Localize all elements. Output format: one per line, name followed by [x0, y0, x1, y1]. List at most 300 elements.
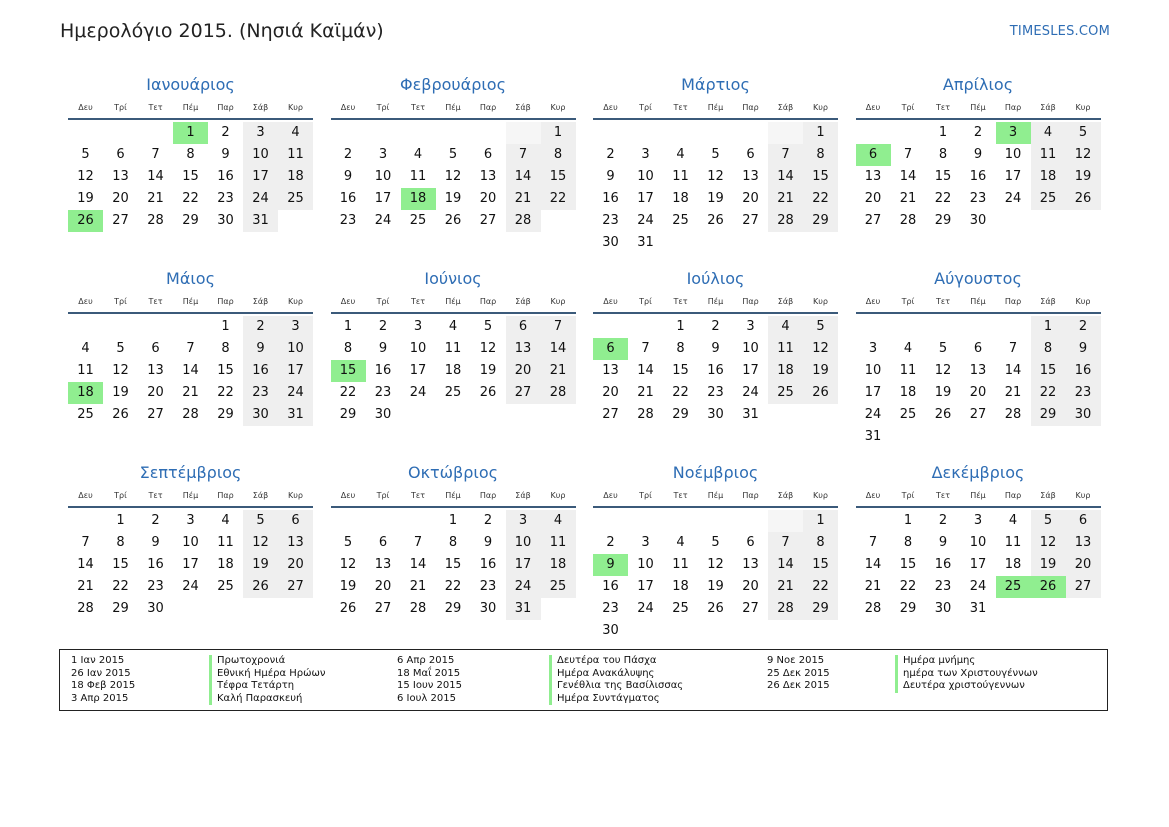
weekday-label: Τρί	[639, 297, 652, 306]
day-cell: 13	[112, 169, 129, 184]
day-cell: 27	[479, 213, 497, 228]
legend-holiday: Πρωτοχρονιά	[209, 655, 325, 668]
day-cell: 14	[409, 557, 427, 572]
day-cell: 17	[182, 557, 199, 572]
day-cell: 14	[182, 363, 199, 378]
day-cell: 15	[934, 169, 952, 184]
weekday-label: Παρ	[742, 297, 759, 306]
weekday-label: Παρ	[217, 491, 234, 500]
day-cell: 9	[711, 341, 720, 356]
month-calendar	[331, 460, 576, 620]
legend-date: 26 Ιαν 2015	[71, 667, 131, 679]
day-cell: 18	[401, 188, 436, 210]
day-cell: 13	[506, 338, 541, 360]
day-cell: 25	[899, 407, 917, 422]
day-cell: 22	[541, 188, 576, 210]
weekday-label: Παρ	[1004, 103, 1022, 112]
day-cell: 19	[1066, 166, 1101, 188]
weekday-label: Κυρ	[288, 491, 303, 500]
legend-date: 6 Ιουλ 2015	[397, 692, 456, 704]
day-cell: 30	[374, 407, 392, 422]
day-cell: 31	[637, 235, 654, 250]
month-name: Μάιος	[166, 269, 215, 288]
weekday-label: Σάβ	[1040, 491, 1056, 500]
weekday-label: Τρί	[376, 103, 390, 112]
day-cell: 25	[672, 213, 689, 228]
month-name: Μάρτιος	[681, 75, 750, 94]
month-name: Ιανουάριος	[146, 75, 235, 94]
day-cell: 18	[68, 382, 103, 404]
empty-cell	[891, 426, 926, 448]
empty-cell	[803, 232, 838, 254]
weekday-label: Σάβ	[1040, 103, 1056, 112]
day-cell: 26	[444, 213, 462, 228]
day-cell: 1	[676, 319, 685, 334]
day-cell: 6	[856, 144, 891, 166]
day-cell: 19	[934, 385, 952, 400]
day-cell: 23	[602, 601, 619, 616]
day-cell: 2	[378, 319, 388, 334]
legend-col1-dates	[71, 655, 135, 705]
day-cell: 13	[864, 169, 882, 184]
day-cell: 23	[339, 213, 357, 228]
day-cell: 10	[1004, 147, 1022, 162]
day-cell: 4	[448, 319, 458, 334]
weekday-label: Κυρ	[550, 297, 566, 306]
day-cell: 9	[483, 535, 493, 550]
day-cell: 3	[278, 316, 313, 338]
day-grid	[856, 122, 1101, 232]
day-cell: 1	[1031, 316, 1066, 338]
weekday-label: Πέμ	[707, 491, 724, 500]
month-calendar	[593, 460, 838, 642]
day-cell: 30	[707, 407, 724, 422]
day-cell: 22	[803, 576, 838, 598]
day-cell: 25	[409, 213, 427, 228]
day-cell: 6	[506, 316, 541, 338]
day-cell: 17	[506, 554, 541, 576]
weekday-label: Σάβ	[515, 491, 531, 500]
day-cell: 2	[938, 513, 948, 528]
empty-cell	[996, 426, 1031, 448]
day-cell: 29	[444, 601, 462, 616]
month-name: Απρίλιος	[942, 75, 1014, 94]
weekday-label: Πέμ	[970, 103, 986, 112]
empty-cell	[926, 426, 961, 448]
day-grid	[68, 510, 313, 620]
weekday-header	[331, 486, 576, 508]
weekday-label: Τρί	[114, 491, 127, 500]
weekday-label: Σάβ	[252, 491, 269, 500]
day-cell: 27	[742, 601, 759, 616]
day-cell: 13	[479, 169, 497, 184]
day-cell: 9	[378, 341, 388, 356]
day-cell: 7	[506, 144, 541, 166]
day-cell: 17	[278, 360, 313, 382]
empty-cell	[173, 316, 208, 338]
day-cell: 26	[803, 382, 838, 404]
day-cell: 4	[221, 513, 230, 528]
empty-cell	[768, 232, 803, 254]
day-cell: 30	[602, 623, 619, 638]
day-cell: 4	[81, 341, 90, 356]
day-cell: 5	[243, 510, 278, 532]
day-cell: 25	[77, 407, 94, 422]
day-cell: 20	[864, 191, 882, 206]
empty-cell	[1066, 210, 1101, 232]
day-cell: 10	[278, 338, 313, 360]
page-title: Ημερολόγιο 2015. (Νησιά Καϊμάν)	[60, 20, 384, 42]
day-cell: 27	[278, 576, 313, 598]
day-cell: 24	[278, 382, 313, 404]
weekday-label: Τρί	[114, 103, 127, 112]
day-cell: 4	[413, 147, 423, 162]
day-cell: 15	[803, 166, 838, 188]
empty-cell	[138, 122, 173, 144]
empty-cell	[1066, 426, 1101, 448]
day-cell: 24	[742, 385, 759, 400]
day-cell: 29	[899, 601, 917, 616]
day-cell: 7	[768, 144, 803, 166]
legend-col2-dates	[397, 655, 462, 705]
day-cell: 3	[868, 341, 878, 356]
day-cell: 12	[112, 363, 129, 378]
weekday-label: Τετ	[935, 297, 951, 306]
day-cell: 6	[483, 147, 493, 162]
day-cell: 3	[413, 319, 423, 334]
weekday-label: Τετ	[410, 103, 426, 112]
weekday-label: Πέμ	[445, 297, 461, 306]
weekday-label: Τρί	[901, 491, 915, 500]
day-cell: 23	[602, 213, 619, 228]
legend-holiday: Ημέρα Συντάγματος	[549, 693, 683, 706]
weekday-label: Κυρ	[813, 297, 828, 306]
weekday-label: Παρ	[1004, 297, 1022, 306]
day-cell: 23	[479, 579, 497, 594]
day-cell: 18	[1031, 166, 1066, 188]
day-cell: 17	[1004, 169, 1022, 184]
day-cell: 4	[278, 122, 313, 144]
day-cell: 17	[637, 579, 654, 594]
day-cell: 1	[541, 122, 576, 144]
empty-cell	[926, 316, 961, 338]
day-cell: 5	[711, 147, 720, 162]
day-cell: 27	[147, 407, 164, 422]
day-cell: 11	[217, 535, 234, 550]
month-name: Αύγουστος	[934, 269, 1022, 288]
day-cell: 2	[243, 316, 278, 338]
weekday-label: Σάβ	[1040, 297, 1056, 306]
weekday-label: Τετ	[148, 491, 163, 500]
site-link[interactable]: TIMESLES.COM	[1009, 24, 1110, 39]
weekday-header	[856, 98, 1101, 120]
day-cell: 14	[1004, 363, 1022, 378]
day-cell: 16	[243, 360, 278, 382]
weekday-label: Σάβ	[252, 297, 269, 306]
legend-date: 9 Νοε 2015	[767, 655, 825, 666]
empty-cell	[471, 122, 506, 144]
day-cell: 6	[1066, 510, 1101, 532]
empty-cell	[628, 316, 663, 338]
day-cell: 24	[864, 407, 882, 422]
weekday-label: Κυρ	[813, 491, 828, 500]
day-cell: 16	[707, 363, 724, 378]
day-cell: 20	[374, 579, 392, 594]
day-cell: 8	[803, 144, 838, 166]
day-cell: 20	[1066, 554, 1101, 576]
empty-cell	[506, 404, 541, 426]
day-cell: 7	[641, 341, 650, 356]
day-cell: 29	[1031, 404, 1066, 426]
day-cell: 7	[186, 341, 195, 356]
day-cell: 7	[541, 316, 576, 338]
day-cell: 12	[707, 169, 724, 184]
day-cell: 17	[742, 363, 759, 378]
day-cell: 18	[672, 191, 689, 206]
holiday-legend	[59, 649, 1108, 711]
day-cell: 28	[768, 210, 803, 232]
day-cell: 2	[606, 147, 615, 162]
day-cell: 8	[186, 147, 195, 162]
day-cell: 20	[742, 191, 759, 206]
day-cell: 5	[81, 147, 90, 162]
day-cell: 18	[672, 579, 689, 594]
weekday-label: Δευ	[865, 297, 881, 306]
legend-date: 18 Μαΐ 2015	[397, 667, 461, 679]
day-cell: 22	[899, 579, 917, 594]
day-cell: 1	[116, 513, 125, 528]
day-cell: 26	[479, 385, 497, 400]
day-cell: 23	[243, 382, 278, 404]
day-cell: 28	[768, 598, 803, 620]
weekday-label: Κυρ	[1075, 103, 1091, 112]
weekday-label: Δευ	[340, 103, 356, 112]
day-cell: 16	[147, 557, 164, 572]
day-cell: 25	[278, 188, 313, 210]
empty-cell	[593, 122, 628, 144]
empty-cell	[768, 620, 803, 642]
empty-cell	[68, 510, 103, 532]
day-cell: 24	[409, 385, 427, 400]
empty-cell	[331, 122, 366, 144]
day-cell: 26	[243, 576, 278, 598]
day-cell: 20	[742, 579, 759, 594]
day-cell: 18	[278, 166, 313, 188]
day-cell: 10	[637, 557, 654, 572]
empty-cell	[103, 122, 138, 144]
day-cell: 22	[934, 191, 952, 206]
day-grid	[68, 122, 313, 232]
weekday-label: Δευ	[340, 297, 356, 306]
day-cell: 14	[637, 363, 654, 378]
day-cell: 15	[112, 557, 129, 572]
day-cell: 26	[934, 407, 952, 422]
day-cell: 17	[243, 166, 278, 188]
legend-holiday: Γενέθλια της Βασίλισσας	[549, 680, 683, 693]
day-cell: 2	[483, 513, 493, 528]
day-cell: 31	[969, 601, 987, 616]
weekday-label: Σάβ	[777, 297, 794, 306]
day-cell: 9	[593, 554, 628, 576]
month-calendar	[68, 460, 313, 620]
month-calendar	[68, 72, 313, 232]
day-cell: 24	[243, 188, 278, 210]
day-cell: 16	[1066, 360, 1101, 382]
legend-date: 18 Φεβ 2015	[71, 680, 136, 692]
weekday-label: Πέμ	[707, 297, 724, 306]
weekday-label: Τρί	[639, 491, 652, 500]
day-cell: 15	[217, 363, 234, 378]
day-cell: 28	[77, 601, 94, 616]
weekday-header	[68, 98, 313, 120]
day-cell: 24	[374, 213, 392, 228]
day-cell: 3	[746, 319, 755, 334]
day-cell: 12	[339, 557, 357, 572]
day-cell: 11	[278, 144, 313, 166]
weekday-label: Σάβ	[515, 297, 531, 306]
day-cell: 7	[868, 535, 878, 550]
empty-cell	[768, 404, 803, 426]
weekday-label: Παρ	[217, 297, 234, 306]
day-cell: 25	[996, 576, 1031, 598]
day-cell: 6	[973, 341, 983, 356]
day-cell: 27	[506, 382, 541, 404]
weekday-label: Τετ	[935, 103, 951, 112]
weekday-label: Παρ	[1004, 491, 1022, 500]
weekday-label: Τρί	[639, 103, 652, 112]
day-cell: 6	[746, 147, 755, 162]
empty-cell	[803, 620, 838, 642]
empty-cell	[733, 510, 768, 532]
day-cell: 3	[378, 147, 388, 162]
legend-col1-names	[209, 655, 325, 705]
day-cell: 30	[147, 601, 164, 616]
weekday-label: Σάβ	[777, 103, 794, 112]
day-cell: 23	[934, 579, 952, 594]
day-cell: 26	[68, 210, 103, 232]
day-cell: 8	[938, 147, 948, 162]
month-name: Νοέμβριος	[672, 463, 759, 482]
day-cell: 28	[899, 213, 917, 228]
empty-cell	[733, 232, 768, 254]
day-cell: 21	[864, 579, 882, 594]
day-cell: 9	[343, 169, 353, 184]
day-cell: 23	[707, 385, 724, 400]
day-cell: 21	[541, 360, 576, 382]
legend-date: 26 Δεκ 2015	[767, 680, 830, 692]
day-cell: 10	[409, 341, 427, 356]
day-cell: 27	[864, 213, 882, 228]
day-cell: 7	[768, 532, 803, 554]
day-cell: 20	[506, 360, 541, 382]
day-cell: 8	[1031, 338, 1066, 360]
weekday-label: Παρ	[742, 491, 759, 500]
day-cell: 3	[641, 147, 650, 162]
weekday-label: Τρί	[376, 297, 390, 306]
day-cell: 8	[676, 341, 685, 356]
day-cell: 2	[973, 125, 983, 140]
day-cell: 20	[479, 191, 497, 206]
empty-cell	[506, 122, 541, 144]
day-cell: 24	[637, 213, 654, 228]
empty-cell	[768, 122, 803, 144]
day-cell: 13	[742, 169, 759, 184]
day-cell: 10	[182, 535, 199, 550]
day-cell: 2	[711, 319, 720, 334]
day-cell: 2	[343, 147, 353, 162]
day-cell: 29	[112, 601, 129, 616]
legend-col3-dates	[767, 655, 830, 693]
day-cell: 21	[409, 579, 427, 594]
day-cell: 30	[934, 601, 952, 616]
day-cell: 7	[151, 147, 160, 162]
day-cell: 21	[768, 576, 803, 598]
day-cell: 22	[1031, 382, 1066, 404]
empty-cell	[996, 598, 1031, 620]
day-cell: 19	[339, 579, 357, 594]
day-cell: 28	[409, 601, 427, 616]
day-cell: 4	[903, 341, 913, 356]
day-cell: 6	[116, 147, 125, 162]
day-cell: 29	[339, 407, 357, 422]
day-cell: 14	[864, 557, 882, 572]
day-grid	[331, 122, 576, 232]
weekday-header	[593, 486, 838, 508]
weekday-label: Σάβ	[252, 103, 269, 112]
day-cell: 1	[173, 122, 208, 144]
day-cell: 29	[803, 210, 838, 232]
day-cell: 9	[243, 338, 278, 360]
day-cell: 2	[151, 513, 160, 528]
day-cell: 7	[413, 535, 423, 550]
empty-cell	[856, 316, 891, 338]
empty-cell	[628, 122, 663, 144]
empty-cell	[541, 404, 576, 426]
weekday-label: Δευ	[78, 491, 93, 500]
month-calendar	[593, 266, 838, 426]
legend-holiday: Ημέρα μνήμης	[895, 655, 1038, 668]
empty-cell	[663, 620, 698, 642]
day-cell: 6	[151, 341, 160, 356]
weekday-label: Κυρ	[1075, 491, 1091, 500]
day-cell: 15	[182, 169, 199, 184]
day-cell: 11	[541, 532, 576, 554]
day-cell: 6	[378, 535, 388, 550]
weekday-label: Σάβ	[777, 491, 794, 500]
day-cell: 25	[541, 576, 576, 598]
weekday-label: Πέμ	[970, 491, 986, 500]
day-cell: 13	[1066, 532, 1101, 554]
day-cell: 20	[969, 385, 987, 400]
day-cell: 24	[182, 579, 199, 594]
day-cell: 9	[606, 169, 615, 184]
month-name: Δεκέμβριος	[931, 463, 1025, 482]
day-cell: 13	[969, 363, 987, 378]
empty-cell	[1031, 426, 1066, 448]
day-cell: 6	[593, 338, 628, 360]
day-cell: 22	[182, 191, 199, 206]
day-cell: 23	[969, 191, 987, 206]
legend-holiday: Δευτέρα του Πάσχα	[549, 655, 683, 668]
day-grid	[593, 316, 838, 426]
day-cell: 21	[899, 191, 917, 206]
day-cell: 8	[903, 535, 913, 550]
day-cell: 8	[116, 535, 125, 550]
day-cell: 28	[1004, 407, 1022, 422]
legend-date: 25 Δεκ 2015	[767, 667, 830, 679]
empty-cell	[996, 316, 1031, 338]
day-cell: 15	[672, 363, 689, 378]
